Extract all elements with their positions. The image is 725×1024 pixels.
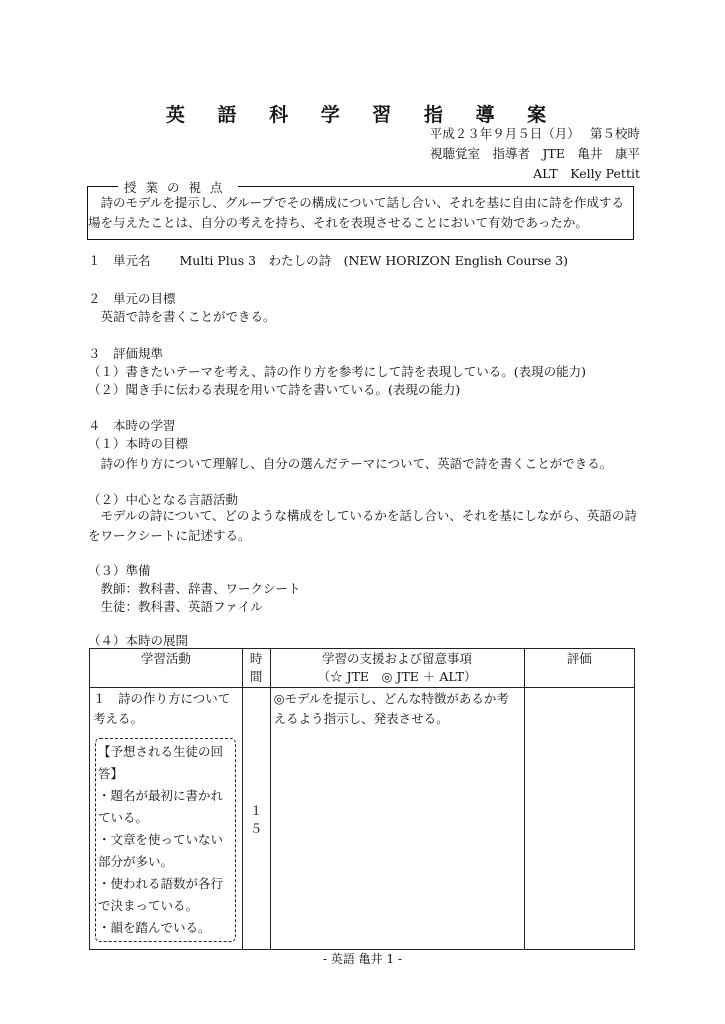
- preparation-teacher: 教師：教科書、辞書、ワークシート: [88, 581, 301, 596]
- activity-text: １ 詩の作り方について考える。: [93, 691, 231, 726]
- document-title: 英 語 科 学 習 指 導 案: [165, 104, 560, 126]
- goal-heading: ２ 単元の目標: [88, 291, 176, 306]
- date-line: 平成２３年９月５日（月） 第５校時: [429, 126, 640, 141]
- list-item: ・題名が最初に書かれている。: [98, 788, 224, 825]
- expected-answers-box: [95, 738, 236, 942]
- language-activity-text: モデルの詩について、どのような構成をしているかを話し合い、それを基にしながら、英語の詩をワークシートに記述する。: [88, 508, 637, 543]
- table-header-row: [90, 649, 635, 688]
- flow-heading: （４）本時の展開: [88, 633, 189, 648]
- list-item: ・文章を使っていない部分が多い。: [98, 832, 224, 869]
- objective-heading: （１）本時の目標: [88, 436, 189, 451]
- list-item: ・韻を踏んでいる。: [98, 920, 211, 935]
- list-item: ・使われる語数が各行で決まっている。: [98, 876, 224, 913]
- header-support: [270, 649, 524, 688]
- preparation-student: 生徒：教科書、英語ファイル: [88, 599, 263, 614]
- header-evaluation: 評価: [524, 649, 634, 688]
- eval-criterion-1: （１）書きたいテーマを考え、詩の作り方を参考にして詩を表現している。(表現の能力): [88, 364, 587, 379]
- header-time: 時間: [242, 649, 270, 688]
- preparation-heading: （３）準備: [88, 563, 151, 578]
- table-row: [90, 688, 635, 950]
- place-teacher-line: 視聴覚室 指導者 JTE 亀井 康平: [430, 146, 640, 161]
- goal-text: 英語で詩を書くことができる。: [88, 309, 276, 324]
- eval-criterion-2: （２）聞き手に伝わる表現を用いて詩を書いている。(表現の能力): [88, 382, 461, 397]
- header-support-title: 学習の支援および留意事項: [322, 651, 473, 666]
- viewpoint-legend: 授業の視点: [118, 178, 238, 196]
- viewpoint-text: 詩のモデルを提示し、グループでその構成について話し合い、それを基に自由に詩を作成する場を与えたことは、自分の考えを持ち、それを表現させることにおいて有効であったか。: [88, 195, 625, 230]
- activity-cell: [90, 688, 243, 950]
- evaluation-cell: [524, 688, 634, 950]
- unit-name: １ 単元名 Multi Plus 3 わたしの詩 (NEW HORIZON English Course 3): [88, 253, 569, 268]
- lesson-heading: ４ 本時の学習: [88, 418, 176, 433]
- lesson-plan-table: [89, 648, 635, 950]
- page-footer: - 英語 亀井 1 -: [322, 952, 402, 966]
- time-cell: １５: [242, 688, 270, 950]
- support-cell: ◎モデルを提示し、どんな特徴があるか考えるよう指示し、発表させる。: [270, 688, 524, 950]
- language-activity-heading: （２）中心となる言語活動: [88, 492, 239, 507]
- header-activity: 学習活動: [90, 649, 243, 688]
- alt-line: ALT Kelly Pettit: [533, 166, 640, 181]
- expected-answers-title: 【予想される生徒の回答】: [98, 744, 224, 781]
- objective-text: 詩の作り方について理解し、自分の選んだテーマについて、英語で詩を書くことができる。: [88, 456, 613, 471]
- eval-heading: ３ 評価規準: [88, 346, 164, 361]
- header-support-legend: （☆ JTE ◎ JTE ＋ ALT）: [317, 669, 477, 684]
